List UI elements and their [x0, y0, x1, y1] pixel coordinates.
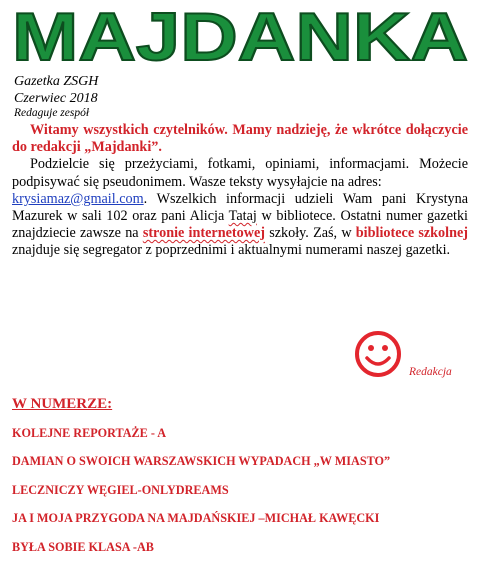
toc-item: JA I MOJA PRZYGODA NA MAJDAŃSKIEJ –MICHAŁ KAWĘCKI — [12, 511, 380, 526]
toc-item: DAMIAN O SWOICH WARSZAWSKICH WYPADACH „W MIASTO” — [12, 454, 391, 469]
contact-text-2: w bibliotece. Ostatni numer gazetki znajdziecie zawsze na — [12, 208, 468, 242]
toc-item: KOLEJNE REPORTAŻE - A — [12, 426, 167, 440]
publication-name: Gazetka ZSGH — [14, 74, 99, 89]
toc-item: LECZNICZY WĘGIEL-ONLYDREAMS — [12, 482, 229, 497]
toc-item: BYŁA SOBIE KLASA -AB — [12, 539, 154, 554]
library-text: bibliotece szkolnej — [355, 225, 468, 242]
submission-paragraph — [12, 156, 468, 190]
issue-meta — [14, 73, 98, 120]
issue-date: Czerwiec 2018 — [14, 91, 98, 106]
toc-heading: W NUMERZE: — [12, 396, 113, 412]
masthead — [8, 2, 472, 68]
submission-text: Podzielcie się przeżyciami, fotkami, opiniami, informacjami. Możecie podpisywać się pseudonimem. Wasze teksty wysyłajcie na adres: — [12, 156, 468, 190]
contact-text-3: szkoły. Zaś, w — [264, 225, 356, 242]
masthead-title: MAJDANKA — [12, 2, 468, 68]
welcome-paragraph: Witamy wszystkich czytelników. Mamy nadzieję, że wkrótce dołączycie do redakcji „Majdanki”. — [12, 122, 468, 156]
contact-text-1: . Wszelkich informacji udzieli Wam pani Krystyna Mazurek w sali 102 oraz pani Alicja — [12, 190, 468, 225]
email-link[interactable]: krysiamaz@gmail.com — [12, 190, 144, 207]
contact-text-4: znajduje się segregator z poprzednimi i aktualnymi numerami naszej gazetki. — [12, 242, 451, 259]
contact-paragraph — [12, 191, 468, 260]
name-tataj: Tataj — [228, 208, 257, 225]
signature: Redakcja — [409, 366, 452, 378]
masthead-logo — [8, 2, 472, 68]
website-link[interactable]: stronie internetowej — [142, 225, 265, 242]
smiley-icon — [354, 330, 402, 378]
toc-list — [12, 426, 390, 568]
editor-line: Redaguje zespół — [14, 107, 90, 119]
intro-text — [12, 122, 468, 260]
